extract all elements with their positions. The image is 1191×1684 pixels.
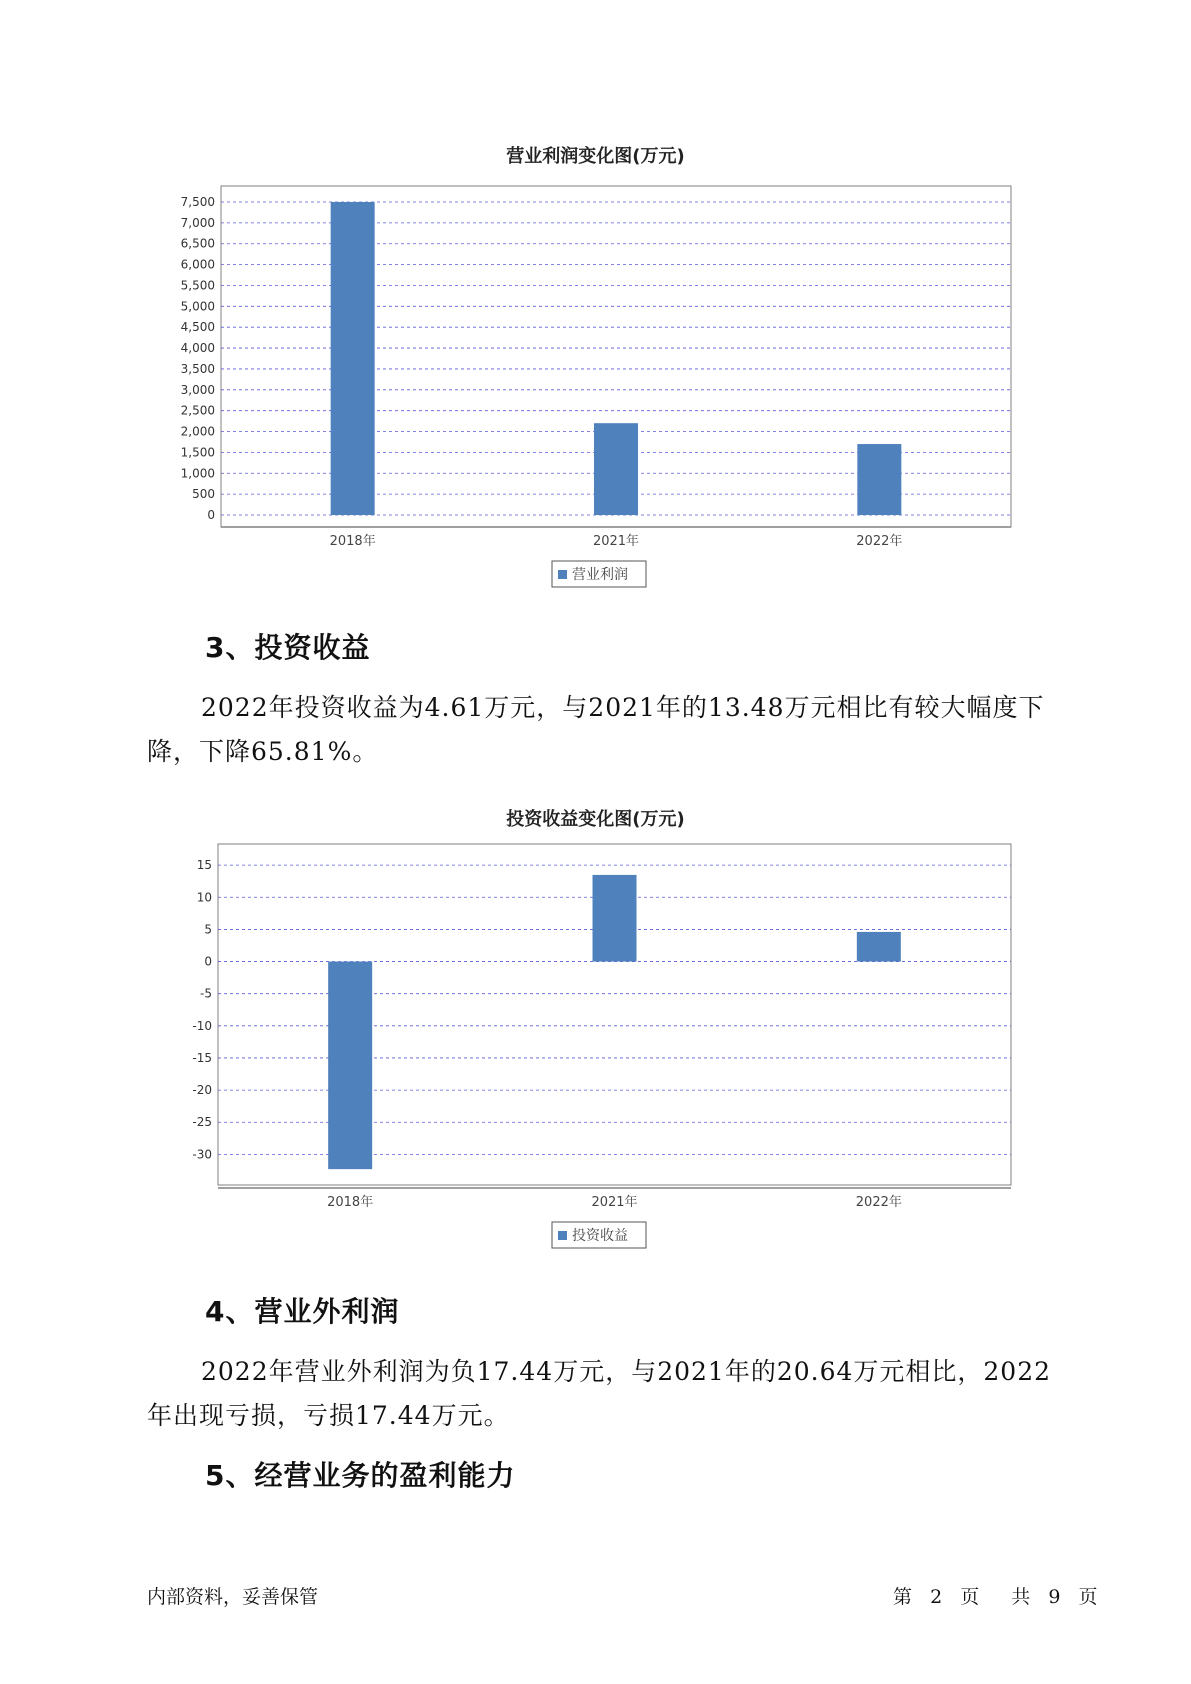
y-tick-label: -20 [192,1083,212,1098]
bar-2022年 [857,444,901,515]
y-tick-label: 10 [196,890,212,905]
y-tick-label: 5 [204,922,212,937]
section-heading-business-profitability: 5、经营业务的盈利能力 [205,1459,516,1492]
legend-label: 投资收益 [572,1228,628,1244]
legend-label: 营业利润 [572,567,628,583]
section-heading-non-operating-profit: 4、营业外利润 [205,1295,400,1328]
y-tick-label: 6,000 [180,257,215,272]
x-tick-label: 2018年 [329,534,376,549]
y-tick-label: -30 [192,1147,212,1162]
page-current: 2 [930,1586,943,1608]
legend-swatch [558,1231,567,1240]
bar-2021年 [593,875,637,962]
y-tick-label: 2,000 [180,424,215,439]
y-tick-label: 3,000 [180,382,215,397]
y-tick-label: 5,000 [180,299,215,314]
x-tick-label: 2021年 [592,534,640,549]
paragraph-non-operating-profit: 2022年营业外利润为负17.44万元，与2021年的20.64万元相比，2022年出现亏损，亏损17.44万元。 [147,1357,1052,1430]
footer-page-number [893,1582,1097,1609]
total-prefix: 共 [1011,1586,1031,1608]
page-unit: 页 [960,1586,980,1608]
page-total: 9 [1048,1586,1061,1608]
legend-swatch [558,570,567,579]
bar-2021年 [594,423,638,515]
total-unit: 页 [1078,1586,1098,1608]
y-tick-label: -25 [192,1115,212,1130]
y-tick-label: -15 [192,1050,212,1065]
x-tick-label: 2021年 [591,1195,638,1210]
chart-title-investment-income: 投资收益变化图(万元) [506,809,685,830]
y-tick-label: 15 [196,858,212,873]
x-tick-label: 2022年 [855,1195,902,1210]
operating-profit-chart [0,170,1191,590]
y-tick-label: -5 [200,986,212,1001]
paragraph-investment-income: 2022年投资收益为4.61万元，与2021年的13.48万元相比有较大幅度下降，下降65.81%。 [147,693,1045,766]
y-tick-label: 1,500 [180,445,215,460]
y-tick-label: 1,000 [180,466,215,481]
section-heading-investment-income: 3、投资收益 [205,631,371,664]
y-tick-label: 500 [192,487,215,502]
y-tick-label: 2,500 [180,403,215,418]
y-tick-label: 4,000 [180,341,215,356]
bar-2018年 [328,962,372,1170]
investment-income-chart [0,833,1191,1253]
footer-confidential-note: 内部资料，妥善保管 [147,1586,319,1608]
page-prefix: 第 [893,1586,913,1608]
y-tick-label: -10 [192,1018,212,1033]
chart-title-operating-profit: 营业利润变化图(万元) [506,146,685,167]
y-tick-label: 0 [207,508,215,522]
y-tick-label: 5,500 [180,278,215,293]
y-tick-label: 3,500 [180,361,215,376]
y-tick-label: 0 [204,954,212,969]
x-tick-label: 2018年 [327,1195,374,1210]
y-tick-label: 6,500 [180,236,215,251]
y-tick-label: 7,500 [180,195,215,209]
y-tick-label: 7,000 [180,215,215,230]
bar-2022年 [857,932,901,962]
x-tick-label: 2022年 [856,534,903,549]
y-tick-label: 4,500 [180,320,215,335]
bar-2018年 [331,202,375,515]
